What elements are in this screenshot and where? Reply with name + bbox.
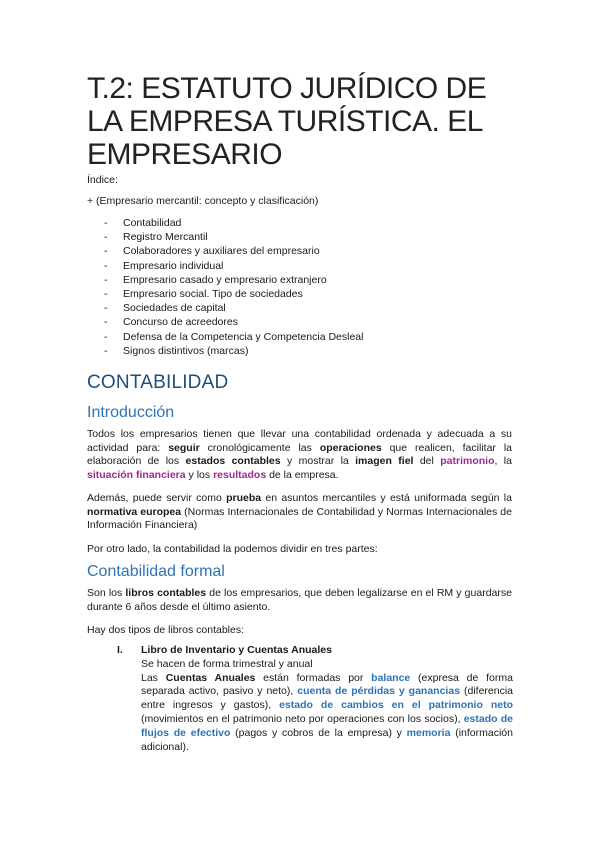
document-title: T.2: ESTATUTO JURÍDICO DE LA EMPRESA TURÍSTICA. EL EMPRESARIO (87, 72, 487, 171)
paragraph-evidence: Además, puede servir como prueba en asuntos mercantiles y está uniformada según la normativa europea (Normas Internacionales de Contabilidad y Normas Internacionales de Información Financiera) (87, 492, 512, 532)
list-numeral: I. (117, 644, 123, 656)
paragraph-books: Son los libros contables de los empresarios, que deben legalizarse en el RM y guardarse durante 6 años desde el último asiento. (87, 587, 512, 613)
toc-item: - Registro Mercantil (104, 231, 208, 244)
index-label: Índice: (87, 174, 118, 186)
toc-item: - Concurso de acreedores (104, 316, 238, 329)
paragraph-intro: Todos los empresarios tienen que llevar una contabilidad ordenada y adecuada a su actividad para: seguir cronológicamente las operaciones que realicen, facilitar la elaboración de los estados contables y mostrar la imagen fiel del patrimonio, la situación financiera y los resultados de la empresa. (87, 428, 512, 481)
toc-item: - Signos distintivos (marcas) (104, 344, 249, 357)
toc-item: - Empresario individual (104, 259, 224, 272)
toc-item: - Colaboradores y auxiliares del empresario (104, 245, 320, 258)
table-of-contents (104, 216, 363, 358)
toc-item: - Sociedades de capital (104, 302, 226, 315)
toc-item: - Defensa de la Competencia y Competencia Desleal (104, 330, 364, 343)
list-item-body: Las Cuentas Anuales están formadas por balance (expresa de forma separada activo, pasivo y neto), cuenta de pérdidas y ganancias (diferencia entre ingresos y gastos), estado de cambios en el patrimonio neto (movimientos en el patrimonio neto por operaciones con los socios), estado de flujos de efectivo (pagos y cobros de la empresa) y memoria (información adicional). (141, 671, 514, 753)
toc-item: - Empresario social. Tipo de sociedades (104, 288, 303, 301)
toc-item: - Contabilidad (104, 217, 182, 229)
list-item-heading: Libro de Inventario y Cuentas Anuales (141, 644, 332, 656)
list-item-line: Se hacen de forma trimestral y anual (141, 657, 313, 670)
subheading-formal-accounting: Contabilidad formal (87, 563, 225, 580)
toc-item: - Empresario casado y empresario extranjero (104, 273, 327, 286)
subheading-introduction: Introducción (87, 404, 175, 421)
list-item (141, 644, 513, 754)
paragraph-book-types: Hay dos tipos de libros contables: (87, 624, 245, 636)
paragraph-parts: Por otro lado, la contabilidad la podemos dividir en tres partes: (87, 543, 378, 555)
outline-intro: + (Empresario mercantil: concepto y clasificación) (87, 195, 319, 207)
section-heading: CONTABILIDAD (87, 372, 229, 393)
